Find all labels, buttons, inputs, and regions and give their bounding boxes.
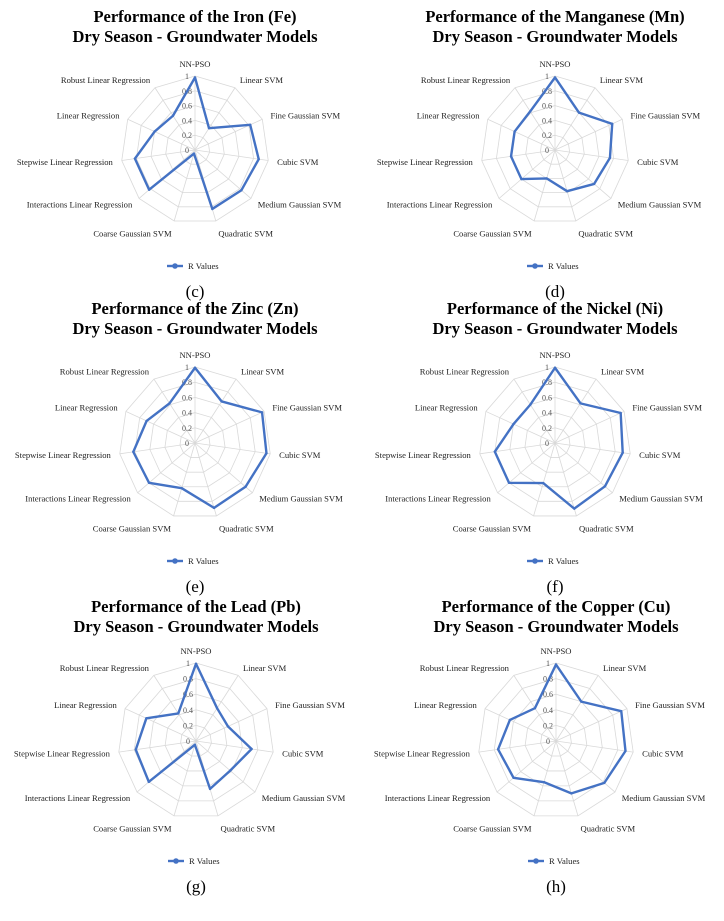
data-point-linear-svm [578,111,580,113]
data-point-linear-regression [153,130,155,132]
axis-label-linear-svm: Linear SVM [603,662,647,673]
data-point-quadratic-svm [211,208,213,210]
tick-label: 0.8 [543,674,553,684]
axis-label-coarse-gaussian-svm: Coarse Gaussian SVM [453,823,532,834]
axis-label-linear-svm: Linear SVM [600,366,645,377]
radar-panel-1 [17,7,342,301]
tick-label: 1 [185,363,189,372]
legend-label: R Values [548,261,579,271]
data-point-coarse-gaussian-svm [542,482,544,484]
axis-label-linear-regression: Linear Regression [416,110,480,121]
data-point-robust-linear-regression [529,110,531,112]
tick-label: 1 [546,659,550,668]
panel-label: (f) [546,577,564,596]
axis-label-cubic-svm: Cubic SVM [277,156,319,167]
legend-label: R Values [549,856,580,866]
axis-label-quadratic-svm: Quadratic SVM [578,228,634,239]
data-point-quadratic-svm [570,792,572,794]
axis-label-interactions-linear-regression: Interactions Linear Regression [25,493,131,504]
tick-label: 1 [545,363,549,372]
data-point-nn-pso [194,367,196,369]
grid-spoke [120,443,195,454]
data-point-cubic-svm [622,452,624,454]
data-point-quadratic-svm [209,788,211,790]
data-point-coarse-gaussian-svm [543,781,545,783]
axis-label-linear-svm: Linear SVM [243,662,287,673]
grid-spoke [195,443,216,516]
grid-spoke [479,741,556,752]
axis-label-cubic-svm: Cubic SVM [642,748,684,759]
axis-label-interactions-linear-regression: Interactions Linear Regression [26,199,133,210]
grid-spoke [555,443,576,516]
chart-title: Performance of the Zinc (Zn) [91,299,299,318]
data-point-robust-linear-regression [534,707,536,709]
grid-spoke [480,443,555,454]
tick-label: 0.2 [183,721,193,731]
radar-panel-2 [377,7,702,301]
tick-label: 0.4 [182,116,192,126]
axis-label-medium-gaussian-svm: Medium Gaussian SVM [257,199,342,210]
axis-label-linear-svm: Linear SVM [239,75,284,86]
data-point-fine-gaussian-svm [249,124,251,126]
axis-label-coarse-gaussian-svm: Coarse Gaussian SVM [93,823,172,834]
axis-label-quadratic-svm: Quadratic SVM [578,523,634,534]
axis-label-nn-pso: NN-PSO [179,59,211,69]
axis-label-fine-gaussian-svm: Fine Gaussian SVM [270,110,341,121]
axis-label-linear-regression: Linear Regression [54,402,118,413]
axis-label-nn-pso: NN-PSO [540,646,572,656]
axis-label-medium-gaussian-svm: Medium Gaussian SVM [261,792,346,803]
axis-label-fine-gaussian-svm: Fine Gaussian SVM [635,699,705,710]
tick-label: 0.2 [543,721,553,731]
axis-label-linear-svm: Linear SVM [240,366,285,377]
tick-label: 0.4 [542,116,552,126]
axis-label-stepwise-linear-regression: Stepwise Linear Regression [16,156,113,167]
axis-label-stepwise-linear-regression: Stepwise Linear Regression [14,450,111,461]
data-point-cubic-svm [258,158,260,160]
axis-label-interactions-linear-regression: Interactions Linear Regression [385,493,491,504]
axis-label-stepwise-linear-regression: Stepwise Linear Regression [373,748,470,759]
legend-label: R Values [548,556,579,566]
axis-label-quadratic-svm: Quadratic SVM [218,523,274,534]
axis-label-coarse-gaussian-svm: Coarse Gaussian SVM [92,523,172,534]
data-point-medium-gaussian-svm [593,183,595,185]
legend-label: R Values [188,261,219,271]
data-point-interactions-linear-regression [520,178,522,180]
radar-panel-6 [374,597,706,896]
data-point-stepwise-linear-regression [494,450,496,452]
axis-label-linear-regression: Linear Regression [56,110,120,121]
chart-title: Performance of the Iron (Fe) [93,7,297,26]
tick-label: 0.4 [183,705,193,715]
data-point-quadratic-svm [213,507,215,509]
axis-label-nn-pso: NN-PSO [179,350,211,360]
data-point-fine-gaussian-svm [261,411,263,413]
legend-marker-icon [533,858,539,864]
tick-label: 0.2 [182,131,192,141]
panel-label: (c) [185,282,205,301]
chart-subtitle: Dry Season - Groundwater Models [432,319,678,338]
tick-label: 0.6 [182,101,192,111]
data-point-nn-pso [555,663,557,665]
data-point-linear-regression [513,130,515,132]
legend-marker-icon [172,558,178,564]
axis-label-cubic-svm: Cubic SVM [282,748,324,759]
grid-spoke [555,443,630,454]
chart-subtitle: Dry Season - Groundwater Models [73,617,319,636]
data-point-interactions-linear-regression [148,189,150,191]
data-point-nn-pso [554,367,556,369]
tick-label: 0.6 [182,393,192,403]
tick-label: 0.2 [182,423,192,433]
tick-label: 0 [185,439,189,448]
axis-label-coarse-gaussian-svm: Coarse Gaussian SVM [452,523,532,534]
tick-label: 0.2 [542,423,552,433]
legend-label: R Values [188,556,219,566]
axis-label-stepwise-linear-regression: Stepwise Linear Regression [13,748,110,759]
radar-panel-3 [15,299,343,596]
data-point-linear-svm [216,707,218,709]
data-point-fine-gaussian-svm [227,725,229,727]
axis-label-interactions-linear-regression: Interactions Linear Regression [384,792,491,803]
tick-label: 1 [545,72,549,81]
axis-label-medium-gaussian-svm: Medium Gaussian SVM [621,792,706,803]
data-point-medium-gaussian-svm [240,189,242,191]
data-point-quadratic-svm [573,507,575,509]
data-point-cubic-svm [265,452,267,454]
grid-spoke [556,741,578,816]
axis-label-quadratic-svm: Quadratic SVM [218,228,274,239]
axis-label-robust-linear-regression: Robust Linear Regression [60,75,151,86]
data-point-linear-svm [580,700,582,702]
data-point-robust-linear-regression [177,712,179,714]
data-point-cubic-svm [609,157,611,159]
axis-label-robust-linear-regression: Robust Linear Regression [59,662,149,673]
axis-label-linear-regression: Linear Regression [414,402,478,413]
axis-label-interactions-linear-regression: Interactions Linear Regression [386,199,493,210]
chart-subtitle: Dry Season - Groundwater Models [432,27,678,46]
data-point-interactions-linear-regression [148,482,150,484]
tick-label: 0.6 [543,690,553,700]
grid-spoke [119,741,196,752]
axis-label-robust-linear-regression: Robust Linear Regression [419,366,510,377]
axis-label-nn-pso: NN-PSO [539,350,571,360]
axis-label-linear-regression: Linear Regression [54,699,117,710]
data-point-stepwise-linear-regression [510,155,512,157]
data-point-interactions-linear-regression [508,482,510,484]
tick-label: 0.8 [182,86,192,96]
axis-label-linear-regression: Linear Regression [414,699,477,710]
tick-label: 0.8 [183,674,193,684]
tick-label: 0 [185,146,189,155]
data-point-coarse-gaussian-svm [194,744,196,746]
axis-label-stepwise-linear-regression: Stepwise Linear Regression [374,450,471,461]
grid-spoke [556,741,633,752]
data-point-robust-linear-regression [168,402,170,404]
data-point-linear-svm [221,400,223,402]
axis-label-coarse-gaussian-svm: Coarse Gaussian SVM [453,228,532,239]
axis-label-robust-linear-regression: Robust Linear Regression [419,662,509,673]
grid-spoke [174,443,195,516]
tick-label: 0.6 [542,393,552,403]
data-point-linear-regression [509,719,511,721]
data-point-medium-gaussian-svm [603,782,605,784]
data-point-linear-svm [208,127,210,129]
axis-label-robust-linear-regression: Robust Linear Regression [59,366,150,377]
tick-label: 0 [186,737,190,746]
radar-panel-5 [14,597,346,896]
tick-label: 1 [186,659,190,668]
tick-label: 0.6 [542,101,552,111]
data-point-linear-regression [512,423,514,425]
series-line-r-values [511,77,612,191]
axis-label-fine-gaussian-svm: Fine Gaussian SVM [275,699,345,710]
axis-label-robust-linear-regression: Robust Linear Regression [420,75,511,86]
axis-label-stepwise-linear-regression: Stepwise Linear Regression [376,156,473,167]
data-point-interactions-linear-regression [512,777,514,779]
axis-label-coarse-gaussian-svm: Coarse Gaussian SVM [93,228,172,239]
tick-label: 0.4 [182,408,192,418]
axis-label-medium-gaussian-svm: Medium Gaussian SVM [259,493,343,504]
tick-label: 0.8 [542,378,552,388]
grid-spoke [122,150,195,161]
chart-title: Performance of the Copper (Cu) [441,597,671,616]
tick-label: 0.8 [182,378,192,388]
grid-spoke [534,443,555,516]
axis-label-quadratic-svm: Quadratic SVM [580,823,636,834]
data-point-stepwise-linear-regression [134,157,136,159]
data-point-stepwise-linear-regression [132,451,134,453]
axis-label-medium-gaussian-svm: Medium Gaussian SVM [619,493,703,504]
legend-marker-icon [172,263,178,269]
panel-label: (e) [185,577,205,596]
data-point-interactions-linear-regression [148,781,150,783]
data-point-coarse-gaussian-svm [545,177,547,179]
data-point-medium-gaussian-svm [229,769,231,771]
panel-label: (h) [546,877,566,896]
data-point-coarse-gaussian-svm [181,487,183,489]
legend-marker-icon [173,858,179,864]
chart-subtitle: Dry Season - Groundwater Models [433,617,679,636]
tick-label: 0.4 [543,705,553,715]
axis-label-quadratic-svm: Quadratic SVM [220,823,276,834]
tick-label: 0.2 [542,131,552,141]
axis-label-fine-gaussian-svm: Fine Gaussian SVM [632,402,703,413]
series-line-r-values [495,368,623,509]
data-point-nn-pso [195,663,197,665]
axis-label-nn-pso: NN-PSO [539,59,571,69]
data-point-stepwise-linear-regression [497,748,499,750]
legend-marker-icon [532,558,538,564]
axis-label-medium-gaussian-svm: Medium Gaussian SVM [617,199,702,210]
grid-spoke [534,741,556,816]
axis-label-linear-svm: Linear SVM [599,75,644,86]
data-point-coarse-gaussian-svm [193,152,195,154]
chart-title: Performance of the Manganese (Mn) [425,7,685,26]
axis-label-cubic-svm: Cubic SVM [637,156,679,167]
data-point-quadratic-svm [566,190,568,192]
tick-label: 0 [546,737,550,746]
tick-label: 0.4 [542,408,552,418]
tick-label: 0.6 [183,690,193,700]
data-point-fine-gaussian-svm [620,710,622,712]
axis-label-cubic-svm: Cubic SVM [639,450,681,461]
axis-label-cubic-svm: Cubic SVM [279,450,321,461]
grid-spoke [196,741,273,752]
grid-spoke [482,150,555,161]
radar-panel-4 [375,299,703,596]
tick-label: 0 [545,439,549,448]
data-point-robust-linear-regression [172,115,174,117]
axis-label-fine-gaussian-svm: Fine Gaussian SVM [272,402,343,413]
data-point-nn-pso [194,76,196,78]
data-point-fine-gaussian-svm [619,412,621,414]
axis-label-nn-pso: NN-PSO [180,646,212,656]
chart-subtitle: Dry Season - Groundwater Models [72,319,318,338]
tick-label: 1 [185,72,189,81]
legend-label: R Values [189,856,220,866]
data-point-cubic-svm [250,748,252,750]
chart-subtitle: Dry Season - Groundwater Models [72,27,318,46]
axis-label-fine-gaussian-svm: Fine Gaussian SVM [630,110,701,121]
data-point-stepwise-linear-regression [135,748,137,750]
data-point-cubic-svm [624,750,626,752]
data-point-linear-svm [579,402,581,404]
chart-title: Performance of the Nickel (Ni) [446,299,664,318]
tick-label: 0 [545,146,549,155]
data-point-nn-pso [554,76,556,78]
axis-label-interactions-linear-regression: Interactions Linear Regression [24,792,131,803]
legend-marker-icon [532,263,538,269]
data-point-robust-linear-regression [529,403,531,405]
panel-label: (d) [545,282,565,301]
data-point-medium-gaussian-svm [244,486,246,488]
data-point-medium-gaussian-svm [604,485,606,487]
panel-label: (g) [186,877,206,896]
grid-spoke [195,443,270,454]
grid-spoke [555,150,628,161]
data-point-fine-gaussian-svm [611,123,613,125]
data-point-linear-regression [145,717,147,719]
chart-title: Performance of the Lead (Pb) [91,597,301,616]
data-point-linear-regression [145,420,147,422]
tick-label: 0.8 [542,86,552,96]
